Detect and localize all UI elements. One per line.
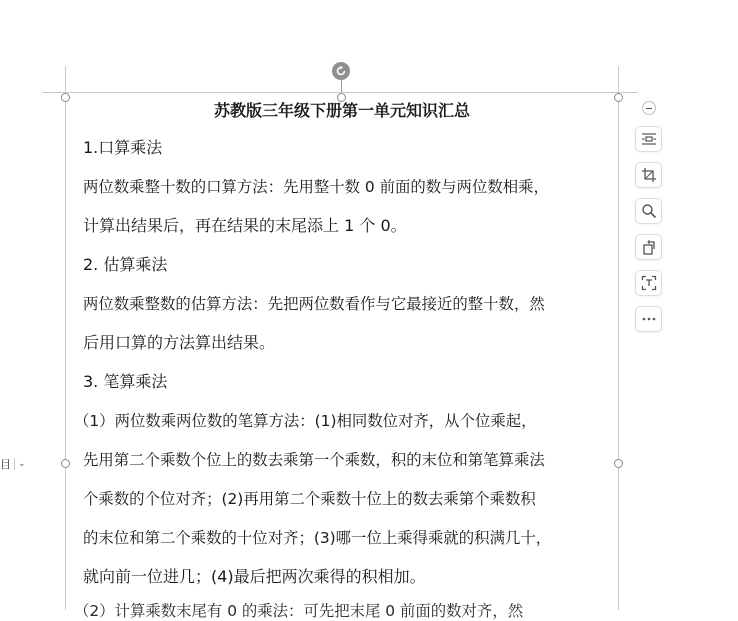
paragraph-line: （2）计算乘数末尾有 0 的乘法：可先把末尾 0 前面的数对齐，然 xyxy=(74,602,524,620)
magnifier-icon xyxy=(641,203,657,219)
replace-image-button[interactable] xyxy=(635,234,662,260)
document-image[interactable] xyxy=(66,95,618,620)
paragraph-line: 两位数乘整数的估算方法：先把两位数看作与它最接近的整十数，然 xyxy=(83,295,545,313)
crop-button[interactable] xyxy=(635,162,662,188)
minus-icon xyxy=(646,108,652,109)
paragraph-line: （1）两位数乘两位数的笔算方法：(1)相同数位对齐，从个位乘起， xyxy=(74,412,537,430)
more-icon xyxy=(641,316,657,322)
wrap-text-button[interactable] xyxy=(635,126,662,152)
selection-frame-right xyxy=(618,66,619,610)
rotate-handle-stem xyxy=(341,80,342,92)
extract-text-button[interactable] xyxy=(635,270,662,296)
chevron-down-icon: ⌄ xyxy=(18,459,26,469)
divider xyxy=(14,458,15,470)
wrap-text-icon xyxy=(641,132,657,146)
crop-icon xyxy=(641,167,657,183)
paragraph-line: 后用口算的方法算出结果。 xyxy=(83,333,276,352)
paragraph-line: 就向前一位进几；(4)最后把两次乘得的积相加。 xyxy=(83,567,426,586)
scan-text-icon xyxy=(641,275,657,291)
paragraph-line: 两位数乘整十数的口算方法：先用整十数 0 前面的数与两位数相乘， xyxy=(83,178,549,196)
more-button[interactable] xyxy=(635,306,662,332)
paragraph-line: 的末位和第二个乘数的十位对齐；(3)哪一位上乘得乘就的积满几十， xyxy=(83,529,552,547)
rotate-icon xyxy=(335,65,347,77)
layout-options-button[interactable] xyxy=(0,455,26,473)
zoom-button[interactable] xyxy=(635,198,662,224)
toolbar-collapse-button[interactable] xyxy=(642,101,656,115)
layout-icon: 目 xyxy=(0,458,11,471)
heading-estimation: 2. 估算乘法 xyxy=(83,255,168,274)
paragraph-line: 计算出结果后，再在结果的末尾添上 1 个 0。 xyxy=(83,216,407,235)
paragraph-line: 个乘数的个位对齐；(2)再用第二个乘数十位上的数去乘第个乘数积 xyxy=(83,490,536,508)
document-title: 苏教版三年级下册第一单元知识汇总 xyxy=(213,101,470,120)
heading-oral-multiplication: 1.口算乘法 xyxy=(83,138,163,157)
paragraph-line: 先用第二个乘数个位上的数去乘第一个乘数，积的末位和第笔算乘法 xyxy=(83,451,545,469)
heading-written-multiplication: 3. 笔算乘法 xyxy=(83,372,168,391)
rotate-handle[interactable] xyxy=(332,62,350,80)
replace-icon xyxy=(641,239,657,255)
